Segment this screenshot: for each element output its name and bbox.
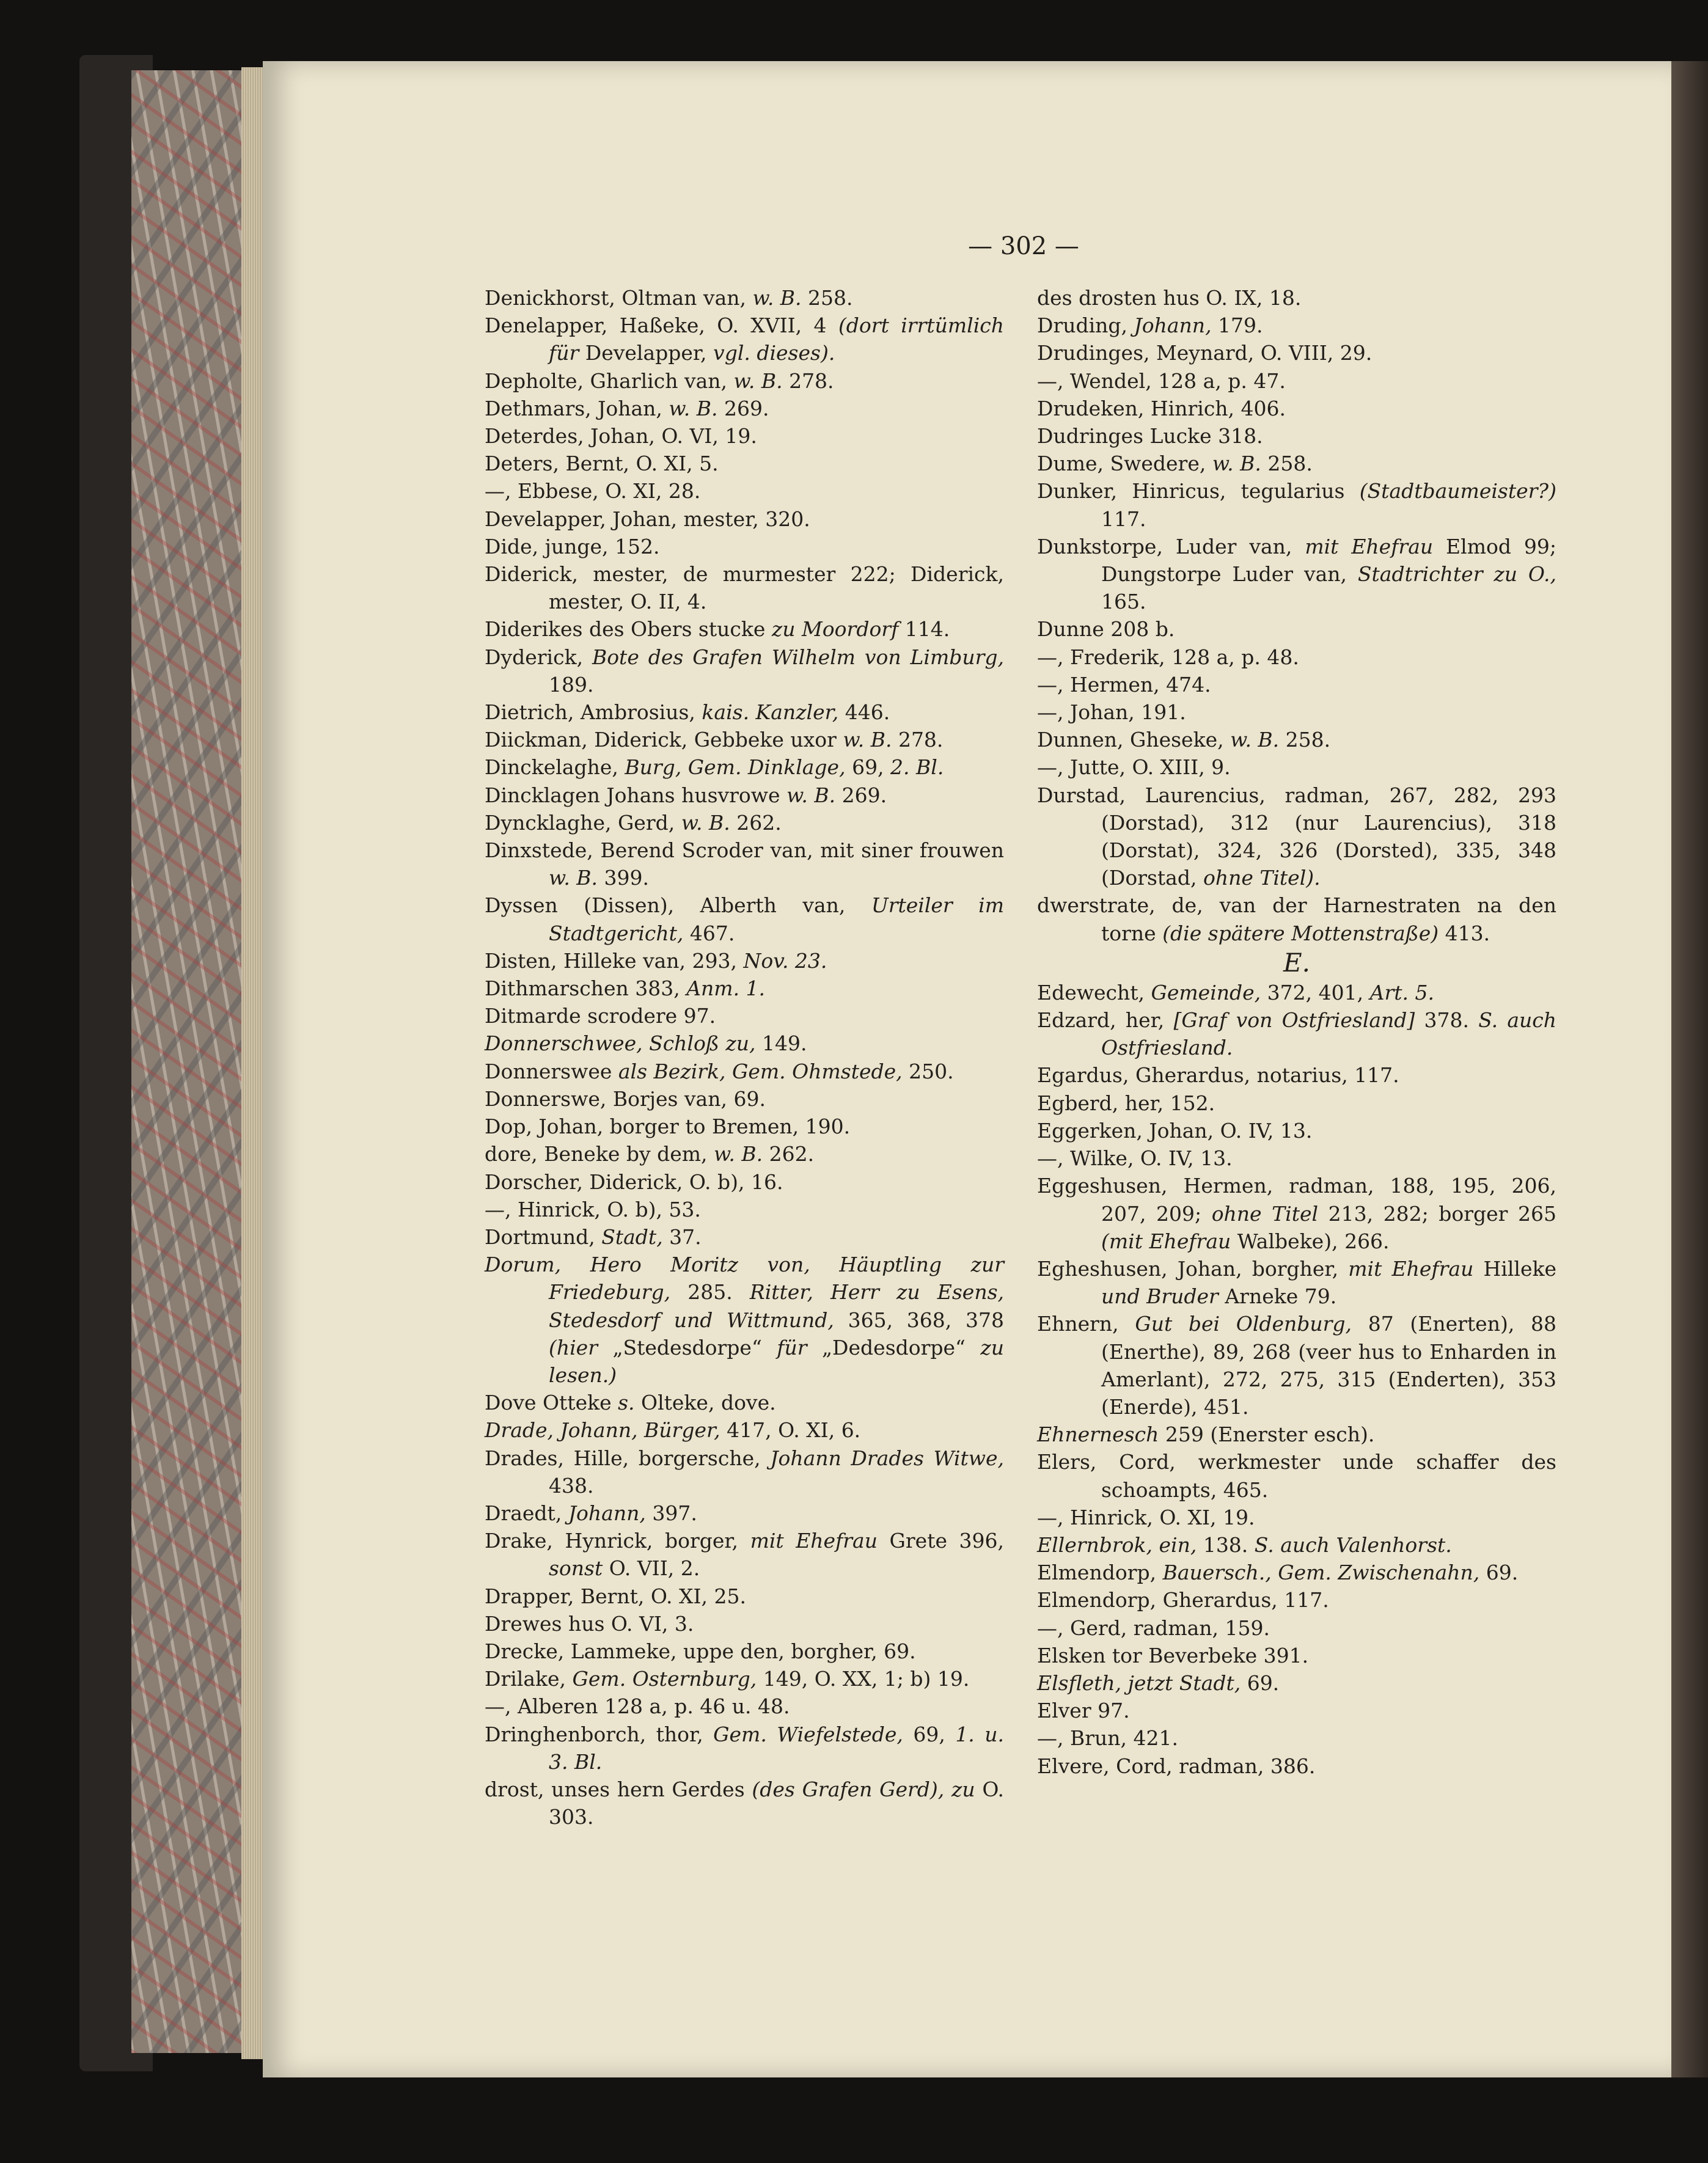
index-entry (485, 284, 1004, 312)
entry-text: Walbeke), 266. (1231, 1229, 1390, 1253)
entry-text: Drewes hus O. VI, 3. (485, 1611, 694, 1636)
entry-text: Dorum, Hero Moritz von, Häuptling zur Friedeburg, (485, 1253, 1004, 1305)
entry-text: zu Moordorf (771, 617, 899, 642)
entry-text: Johann Drades Witwe, (770, 1446, 1004, 1470)
entry-text: Diderick, mester, de murmester 222; Diderick, mester, O. II, 4. (485, 562, 1004, 614)
entry-text: (mit Ehefrau (1101, 1229, 1231, 1253)
entry-text: 258. (801, 286, 853, 310)
index-entry (1037, 1255, 1556, 1310)
index-entry (1037, 1421, 1556, 1448)
entry-text: kais. Kanzler, (702, 700, 839, 725)
index-entry (1037, 1559, 1556, 1586)
entry-text: Drudinges, Meynard, O. VIII, 29. (1037, 341, 1373, 365)
entry-text: Deters, Bernt, O. XI, 5. (485, 452, 719, 476)
entry-text: Durstad, Laurencius, radman, 267, 282, 293 (Dorstad), 312 (nur Laurencius), 318 (Dorstat), 324, 326 (Dorsted), 335, 348 (Dorstad, (1037, 783, 1556, 890)
entry-text: „Dedesdorpe“ (807, 1335, 981, 1360)
entry-text: Dithmarschen 383, (485, 976, 687, 1001)
index-entry (1037, 1614, 1556, 1642)
index-entry (1037, 1310, 1556, 1421)
entry-text: Nov. 23. (743, 948, 827, 973)
entry-text: 417, O. XI, 6. (720, 1418, 861, 1443)
index-entry (485, 1113, 1004, 1140)
index-entry (1037, 979, 1556, 1006)
index-entry (1037, 615, 1556, 643)
entry-text: —, Frederik, 128 a, p. 48. (1037, 645, 1299, 669)
entry-text: Drake, Hynrick, borger, (485, 1529, 750, 1553)
entry-text: 69. (1479, 1561, 1519, 1585)
entry-text: Elers, Cord, werkmester unde schaffer des schoampts, 465. (1037, 1450, 1556, 1502)
entry-text: 1. u. 3. Bl. (549, 1722, 1005, 1774)
entry-text: 262. (730, 810, 782, 835)
entry-text: Grete 396, (878, 1529, 1004, 1553)
index-entry (485, 1721, 1004, 1776)
index-entry (485, 312, 1004, 367)
index-entry (1037, 1504, 1556, 1531)
entry-text: Egardus, Gherardus, notarius, 117. (1037, 1063, 1399, 1088)
index-entry (1037, 1448, 1556, 1503)
entry-text: 467. (683, 921, 735, 945)
index-entry (485, 1168, 1004, 1196)
entry-text: 365, 368, 378 (834, 1308, 1004, 1332)
entry-text: w. B. (786, 783, 836, 807)
entry-text: S. auch Ostfriesland. (1101, 1008, 1556, 1060)
index-entry (485, 1251, 1004, 1389)
entry-text: w. B. (752, 286, 802, 310)
index-entry (1037, 1669, 1556, 1697)
entry-text: Johann, (568, 1501, 646, 1525)
entry-text: und Bruder (1101, 1284, 1219, 1309)
entry-text: Dyssen (Dissen), Alberth van, (485, 893, 871, 918)
index-entry (485, 1389, 1004, 1416)
entry-text: 213, 282; borger 265 (1318, 1201, 1556, 1226)
entry-text: 446. (838, 700, 890, 725)
entry-text: Draedt, (485, 1501, 568, 1525)
entry-text: (des Grafen Gerd), zu (752, 1777, 975, 1801)
entry-text: S. auch Valenhorst. (1254, 1532, 1452, 1557)
index-entry (1037, 1531, 1556, 1559)
entry-text: Elmod 99; Dungstorpe Luder van, (1101, 534, 1556, 587)
entry-text: Ellernbrok, ein, (1037, 1532, 1197, 1557)
entry-text: —, Hinrick, O. XI, 19. (1037, 1505, 1255, 1529)
index-entry (485, 1223, 1004, 1251)
entry-text: Develapper, Johan, mester, 320. (485, 507, 810, 531)
entry-text: Drilake, (485, 1667, 573, 1691)
entry-text: zu lesen.) (549, 1335, 1004, 1387)
entry-text: Gem. Osternburg, (572, 1667, 757, 1691)
index-entry (1037, 284, 1556, 312)
index-entry (1037, 450, 1556, 477)
entry-text: Donnerswe, Borjes van, 69. (485, 1086, 766, 1111)
entry-text: Elmendorp, Gherardus, 117. (1037, 1588, 1329, 1612)
index-entry (485, 643, 1004, 698)
entry-text: 189. (549, 672, 594, 697)
entry-text: Ditmarde scrodere 97. (485, 1004, 716, 1028)
index-entry (1037, 1006, 1556, 1061)
entry-text: 259 (Enerster esch). (1159, 1422, 1375, 1447)
index-entry (485, 505, 1004, 533)
page-number: — 302 — (968, 232, 1079, 260)
entry-text: 413. (1439, 921, 1490, 945)
entry-text: w. B. (549, 866, 598, 890)
index-entry (485, 450, 1004, 477)
index-entry (485, 1638, 1004, 1665)
entry-text: Egberd, her, 152. (1037, 1091, 1215, 1115)
index-entry (485, 809, 1004, 836)
entry-text: Drudeken, Hinrich, 406. (1037, 396, 1286, 420)
index-entry (1037, 1724, 1556, 1752)
entry-text: Dincklagen Johans husvrowe (485, 783, 787, 807)
entry-text: 258. (1261, 452, 1313, 476)
entry-text: Elver 97. (1037, 1699, 1130, 1723)
entry-text: Elsken tor Beverbeke 391. (1037, 1643, 1309, 1667)
entry-text: Dorscher, Diderick, O. b), 16. (485, 1169, 783, 1194)
entry-text: Olteke, dove. (634, 1391, 776, 1415)
entry-text: Gemeinde, (1151, 980, 1261, 1005)
entry-text: —, Johan, 191. (1037, 700, 1186, 725)
entry-text: Burg, Gem. Dinklage, (625, 755, 846, 780)
entry-text: 285. (670, 1280, 750, 1305)
entry-text: Dunker, Hinricus, tegularius (1037, 479, 1360, 503)
entry-text: 69, (845, 755, 891, 780)
entry-text: Art. 5. (1369, 980, 1434, 1005)
entry-text: 117. (1101, 507, 1146, 531)
entry-text: 165. (1101, 590, 1146, 614)
entry-text: dwerstrate, de, van der Harnestraten na den torne (1037, 893, 1556, 945)
entry-text: Gem. Wiefelstede, (713, 1722, 903, 1746)
entry-text: —, Gerd, radman, 159. (1037, 1616, 1270, 1640)
entry-text: 69. (1241, 1671, 1280, 1695)
index-entry (1037, 312, 1556, 339)
entry-text: Dinxstede, Berend Scroder van, mit siner frouwen (485, 838, 1004, 863)
entry-text: dore, Beneke by dem, (485, 1142, 714, 1166)
entry-text: Dyderick, (485, 645, 592, 669)
index-entry (485, 1416, 1004, 1444)
entry-text: Diickman, Diderick, Gebbeke uxor (485, 728, 843, 752)
entry-text: Elmendorp, (1037, 1561, 1163, 1585)
index-entry (485, 1776, 1004, 1831)
entry-text: O. 303. (549, 1777, 1005, 1829)
entry-text: —, Brun, 421. (1037, 1726, 1178, 1751)
entry-text: Denickhorst, Oltman van, (485, 286, 753, 310)
entry-text: ohne Titel (1211, 1201, 1319, 1226)
entry-text: 179. (1211, 313, 1263, 338)
index-column-right (1037, 284, 1556, 1780)
index-entry (1037, 1586, 1556, 1614)
entry-text: —, Wilke, O. IV, 13. (1037, 1146, 1233, 1171)
entry-text: 269. (717, 396, 769, 420)
index-entry (485, 560, 1004, 615)
entry-text: —, Alberen 128 a, p. 46 u. 48. (485, 1694, 790, 1719)
entry-text: 250. (902, 1059, 954, 1083)
entry-text: Elsfleth, jetzt Stadt, (1037, 1671, 1241, 1695)
entry-text: 372, 401, (1261, 980, 1370, 1005)
index-entry (1037, 367, 1556, 395)
entry-text: w. B. (733, 368, 783, 393)
entry-text: Develapper, (579, 341, 714, 365)
entry-text: Dinckelaghe, (485, 755, 625, 780)
entry-text: 269. (835, 783, 887, 807)
index-entry (485, 1002, 1004, 1030)
index-entry (485, 422, 1004, 450)
entry-text: (die spätere Mottenstraße) (1162, 921, 1439, 945)
index-entry (1037, 477, 1556, 532)
index-entry (1037, 422, 1556, 450)
index-entry (1037, 1752, 1556, 1780)
entry-text: 399. (598, 866, 650, 890)
entry-text: vgl. dieses). (713, 341, 835, 365)
entry-text: Drapper, Bernt, O. XI, 25. (485, 1584, 746, 1608)
entry-text: Dop, Johan, borger to Bremen, 190. (485, 1114, 851, 1139)
index-entry (485, 1085, 1004, 1113)
entry-text: Dunnen, Gheseke, (1037, 728, 1231, 752)
entry-text: Drecke, Lammeke, uppe den, borgher, 69. (485, 1639, 916, 1663)
index-entry (485, 1665, 1004, 1693)
index-entry (1037, 781, 1556, 892)
index-entry (485, 1058, 1004, 1085)
entry-text: Diderikes des Obers stucke (485, 617, 772, 642)
entry-text: w. B. (1230, 728, 1280, 752)
index-column-left (485, 284, 1004, 1831)
index-entry (1037, 1172, 1556, 1255)
index-entry (485, 395, 1004, 422)
entry-text: 378. (1415, 1008, 1479, 1033)
entry-text: drost, unses hern Gerdes (485, 1777, 752, 1801)
entry-text: Hilleke (1473, 1256, 1556, 1281)
entry-text: Dide, junge, 152. (485, 534, 660, 558)
entry-text: 37. (662, 1224, 702, 1249)
index-entry (485, 836, 1004, 891)
entry-text: mit Ehefrau (1305, 534, 1434, 558)
entry-text: Donnerschwee, Schloß zu, (485, 1031, 756, 1056)
entry-text: 262. (763, 1142, 815, 1166)
entry-text: Dringhenborch, thor, (485, 1722, 714, 1746)
entry-text: Ehnern, (1037, 1312, 1135, 1336)
entry-text: mit Ehefrau (1348, 1256, 1474, 1281)
entry-text: w. B. (714, 1142, 763, 1166)
entry-text: w. B. (681, 810, 730, 835)
entry-text: Bote des Grafen Wilhelm von Limburg, (592, 645, 1004, 669)
index-entry (485, 1527, 1004, 1582)
section-heading: E. (1283, 947, 1310, 978)
entry-text: (dort irrtümlich für (549, 313, 1004, 365)
entry-text: s. (618, 1391, 635, 1415)
entry-text: des drosten hus O. IX, 18. (1037, 286, 1302, 310)
index-entry (485, 1140, 1004, 1168)
entry-text: —, Wendel, 128 a, p. 47. (1037, 368, 1286, 393)
entry-text: 258. (1279, 728, 1331, 752)
entry-text: Dove Otteke (485, 1391, 618, 1415)
index-entry (1037, 891, 1556, 946)
entry-text: Deterdes, Johan, O. VI, 19. (485, 424, 757, 448)
entry-text: 149, O. XX, 1; b) 19. (757, 1667, 970, 1691)
index-entry (1037, 1642, 1556, 1669)
entry-text: Ritter, Herr zu Esens, Stedesdorf und Wittmund, (549, 1280, 1004, 1332)
entry-text: Donnerswee (485, 1059, 618, 1083)
index-entry (1037, 753, 1556, 781)
entry-text: Denelapper, Haßeke, O. XVII, 4 (485, 313, 838, 338)
entry-text: Dudringes Lucke 318. (1037, 424, 1263, 448)
entry-text: Druding, (1037, 313, 1134, 338)
entry-text: Dunkstorpe, Luder van, (1037, 534, 1305, 558)
index-entry (1037, 1117, 1556, 1144)
entry-text: 87 (Enerten), 88 (Enerthe), 89, 268 (veer hus to Enharden in Amerlant), 272, 275, 315 (Enderten), 353 (Enerde), 451. (1101, 1312, 1556, 1419)
entry-text: 69, (903, 1722, 956, 1746)
entry-text: Bauersch., Gem. Zwischenahn, (1162, 1561, 1480, 1585)
entry-text: Drade, Johann, Bürger, (485, 1418, 720, 1443)
index-entry (1037, 1061, 1556, 1089)
entry-text: 278. (782, 368, 834, 393)
index-entry (1037, 698, 1556, 726)
entry-text: für (777, 1335, 807, 1360)
page-stack-edge (241, 67, 266, 2059)
entry-text: Edewecht, (1037, 980, 1151, 1005)
entry-text: Eggerken, Johan, O. IV, 13. (1037, 1118, 1313, 1143)
entry-text: —, Hinrick, O. b), 53. (485, 1197, 701, 1221)
entry-text: Stadtrichter zu O., (1357, 562, 1556, 587)
entry-text: [Graf von Ostfriesland] (1173, 1008, 1415, 1033)
index-entry (485, 947, 1004, 975)
index-entry (1037, 395, 1556, 422)
entry-text: 2. Bl. (890, 755, 944, 780)
index-entry (485, 533, 1004, 560)
entry-text: Dunne 208 b. (1037, 617, 1175, 642)
entry-text: Gut bei Oldenburg, (1135, 1312, 1352, 1336)
index-entry (485, 367, 1004, 395)
entry-text: Ehnernesch (1037, 1422, 1159, 1447)
entry-text: Drades, Hille, borgersche, (485, 1446, 771, 1470)
entry-text: w. B. (669, 396, 718, 420)
index-entry (485, 1030, 1004, 1057)
entry-text: Johann, (1134, 313, 1212, 338)
entry-text: —, Jutte, O. XIII, 9. (1037, 755, 1231, 780)
entry-text: w. B. (1212, 452, 1261, 476)
index-entry (485, 1693, 1004, 1720)
index-entry (485, 781, 1004, 809)
entry-text: Depholte, Gharlich van, (485, 368, 734, 393)
entry-text: Urteiler im Stadtgericht, (549, 893, 1004, 945)
entry-text: 149. (755, 1031, 807, 1056)
entry-text: Dyncklaghe, Gerd, (485, 810, 681, 835)
index-entry (485, 698, 1004, 726)
index-entry (1037, 726, 1556, 753)
entry-text: Dietrich, Ambrosius, (485, 700, 702, 725)
entry-text: 138. (1197, 1532, 1255, 1557)
index-entry (485, 975, 1004, 1002)
index-entry (1037, 1144, 1556, 1172)
index-entry (1037, 671, 1556, 698)
entry-text: 438. (549, 1473, 594, 1498)
entry-text: Stadt, (601, 1224, 663, 1249)
entry-text: Disten, Hilleke van, 293, (485, 948, 744, 973)
entry-text: als Bezirk, Gem. Ohmstede, (618, 1059, 903, 1083)
entry-text: 397. (645, 1501, 697, 1525)
index-entry (1037, 1089, 1556, 1117)
index-entry (485, 1610, 1004, 1638)
entry-text: O. VII, 2. (603, 1556, 700, 1581)
index-entry (485, 1196, 1004, 1223)
index-entry (485, 753, 1004, 781)
index-entry (485, 615, 1004, 643)
index-entry (1037, 1697, 1556, 1724)
index-entry (485, 726, 1004, 753)
entry-text: Dortmund, (485, 1224, 602, 1249)
entry-text: —, Hermen, 474. (1037, 672, 1211, 697)
entry-text: w. B. (843, 728, 892, 752)
entry-text: Anm. 1. (686, 976, 766, 1001)
entry-text: sonst (549, 1556, 603, 1581)
entry-text: —, Ebbese, O. XI, 28. (485, 479, 701, 503)
index-entry (1037, 339, 1556, 367)
index-entry (485, 1499, 1004, 1527)
index-entry (1037, 643, 1556, 671)
entry-text: Dume, Swedere, (1037, 452, 1212, 476)
entry-text: ohne Titel). (1203, 866, 1321, 890)
entry-text: Egheshusen, Johan, borgher, (1037, 1256, 1349, 1281)
marbled-page-edge (131, 70, 260, 2053)
entry-text: „Stedesdorpe“ (598, 1335, 777, 1360)
entry-text: Arneke 79. (1218, 1284, 1337, 1309)
index-entry (485, 477, 1004, 505)
entry-text: 114. (898, 617, 950, 642)
entry-text: Elvere, Cord, radman, 386. (1037, 1754, 1316, 1778)
index-entry (485, 1444, 1004, 1499)
index-entry (1037, 533, 1556, 616)
entry-text: 278. (892, 728, 944, 752)
entry-text: Dethmars, Johan, (485, 396, 669, 420)
entry-text: Edzard, her, (1037, 1008, 1174, 1033)
facing-page-binding (1668, 61, 1708, 2077)
index-entry (485, 1583, 1004, 1610)
index-entry (485, 891, 1004, 946)
entry-text: Eggeshusen, Hermen, radman, 188, 195, 206, 207, 209; (1037, 1174, 1556, 1226)
entry-text: mit Ehefrau (750, 1529, 878, 1553)
entry-text: (Stadtbaumeister?) (1359, 479, 1556, 503)
entry-text: (hier (549, 1335, 598, 1360)
